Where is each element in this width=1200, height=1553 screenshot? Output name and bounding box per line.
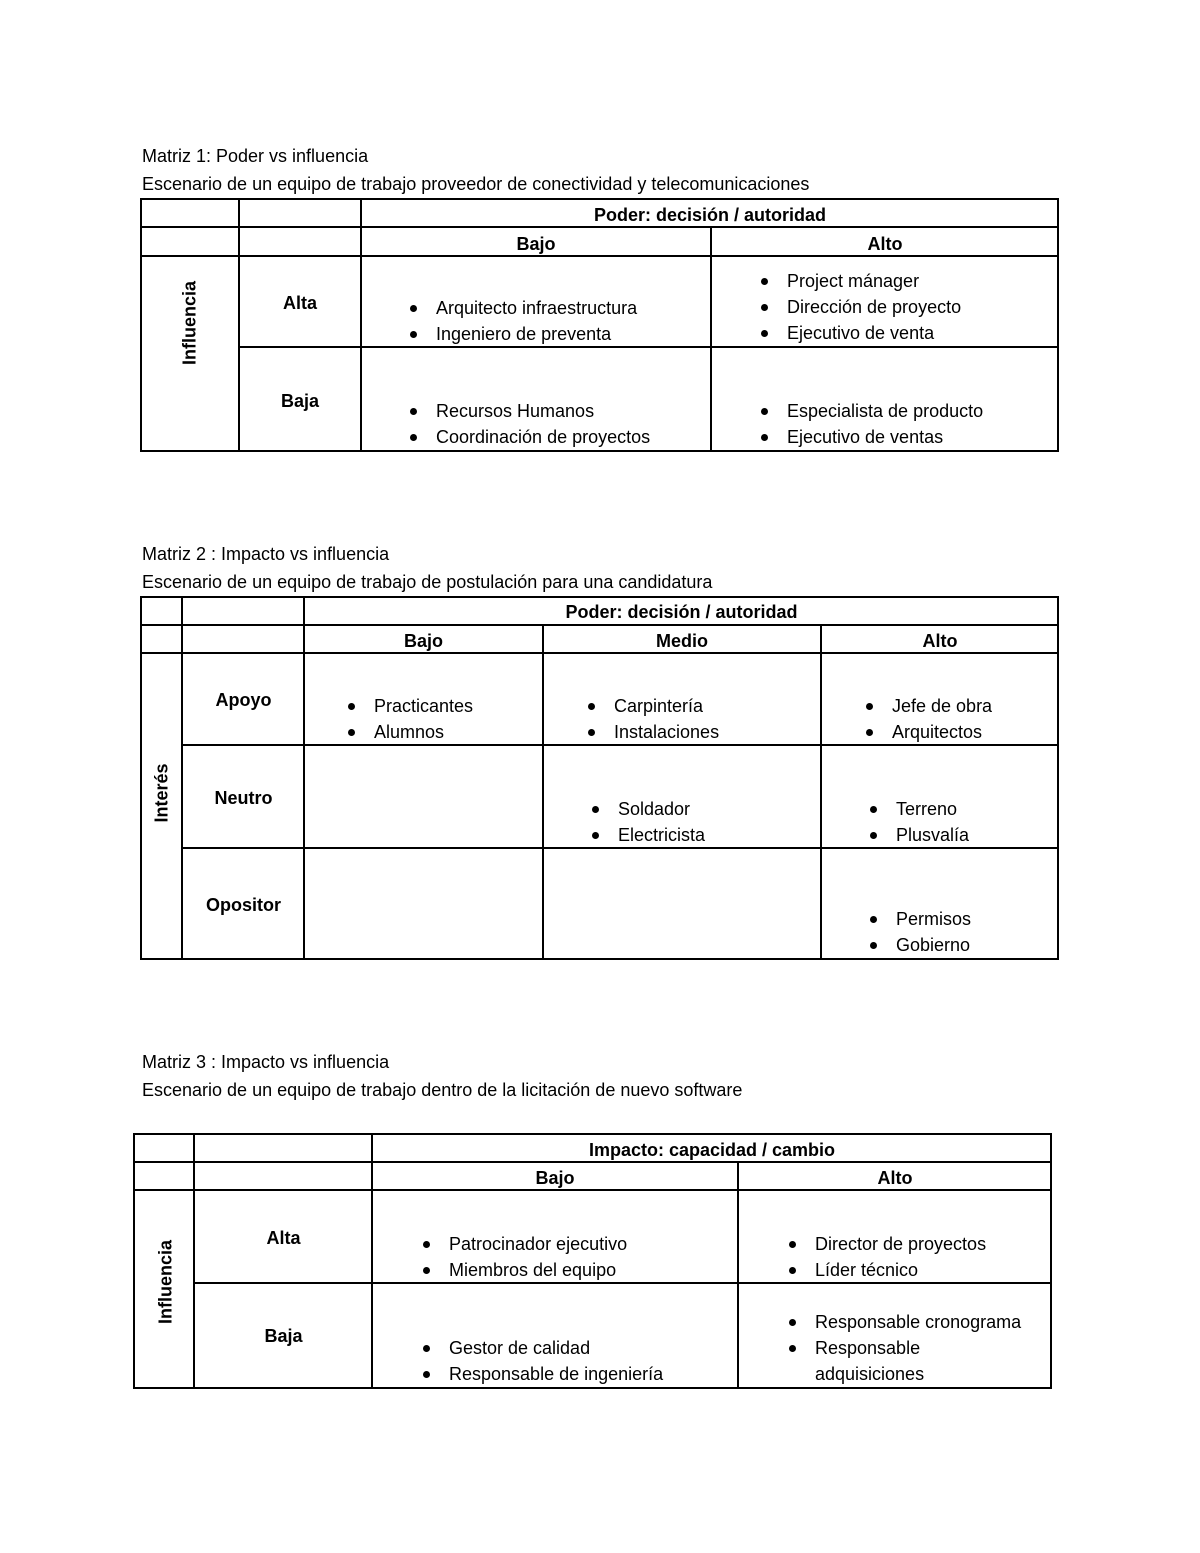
list-item: Jefe de obra	[860, 693, 992, 719]
list-item: Responsable cronograma	[783, 1309, 1045, 1335]
matrix2-col-alto: Alto	[922, 631, 958, 651]
matrix3-baja-bajo-list	[417, 1335, 663, 1387]
matrix2-apoyo-bajo-list	[342, 693, 473, 745]
list-item: Soldador	[586, 796, 705, 822]
matrix1-col-alto: Alto	[867, 234, 903, 254]
list-item: Recursos Humanos	[404, 398, 650, 424]
matrix3-axis-header: Impacto: capacidad / cambio	[588, 1140, 836, 1160]
list-item: Dirección de proyecto	[755, 294, 961, 320]
list-item: Gestor de calidad	[417, 1335, 663, 1361]
list-item: Practicantes	[342, 693, 473, 719]
list-item: Plusvalía	[864, 822, 969, 848]
list-item: Especialista de producto	[755, 398, 983, 424]
list-item: Responsable adquisiciones	[783, 1335, 965, 1387]
matrix1-alta-alto-list	[755, 268, 961, 346]
list-item: Permisos	[864, 906, 971, 932]
matrix1-baja-bajo-list	[404, 398, 650, 450]
list-item: Director de proyectos	[783, 1231, 986, 1257]
matrix2-col-medio: Medio	[656, 631, 708, 651]
list-item: Project mánager	[755, 268, 961, 294]
matrix3-row-alta: Alta	[266, 1228, 301, 1248]
matrix3-baja-alto-list	[783, 1309, 1045, 1387]
list-item: Alumnos	[342, 719, 473, 745]
matrix2-row-apoyo: Apoyo	[215, 690, 272, 710]
list-item: Miembros del equipo	[417, 1257, 627, 1283]
matrix1-title: Matriz 1: Poder vs influencia	[142, 146, 369, 166]
matrix3-col-bajo: Bajo	[535, 1168, 575, 1188]
matrix1-alta-bajo-list	[404, 295, 637, 347]
matrix2-neutro-alto-list	[864, 796, 969, 848]
matrix3-col-alto: Alto	[877, 1168, 913, 1188]
list-item: Líder técnico	[783, 1257, 986, 1283]
list-item: Ejecutivo de venta	[755, 320, 961, 346]
matrix1-col-bajo: Bajo	[516, 234, 556, 254]
matrix2-row-neutro: Neutro	[214, 788, 273, 808]
matrix2-apoyo-alto-list	[860, 693, 992, 745]
list-item: Ingeniero de preventa	[404, 321, 637, 347]
list-item: Ejecutivo de ventas	[755, 424, 983, 450]
list-item: Gobierno	[864, 932, 971, 958]
list-item: Arquitectos	[860, 719, 992, 745]
matrix3-row-baja: Baja	[264, 1326, 303, 1346]
list-item: Arquitecto infraestructura	[404, 295, 637, 321]
matrix3-alta-alto-list	[783, 1231, 986, 1283]
matrix1-row-alta: Alta	[282, 293, 317, 313]
matrix2-col-bajo: Bajo	[403, 631, 443, 651]
matrix2-row-axis: Interés	[151, 763, 172, 823]
matrix3-title: Matriz 3 : Impacto vs influencia	[142, 1052, 390, 1072]
matrix1-row-baja: Baja	[280, 391, 320, 411]
matrix3-subtitle: Escenario de un equipo de trabajo dentro de la licitación de nuevo software	[142, 1080, 743, 1100]
matrix2-subtitle: Escenario de un equipo de trabajo de postulación para una candidatura	[142, 572, 713, 592]
matrix1-subtitle: Escenario de un equipo de trabajo proveedor de conectividad y telecomunicaciones	[142, 174, 810, 194]
matrix2-apoyo-medio-list	[582, 693, 719, 745]
matrix1-baja-alto-list	[755, 398, 983, 450]
matrix3-alta-bajo-list	[417, 1231, 627, 1283]
list-item: Patrocinador ejecutivo	[417, 1231, 627, 1257]
list-item: Terreno	[864, 796, 969, 822]
matrix2-title: Matriz 2 : Impacto vs influencia	[142, 544, 390, 564]
list-item: Carpintería	[582, 693, 719, 719]
list-item: Instalaciones	[582, 719, 719, 745]
list-item: Electricista	[586, 822, 705, 848]
matrix3-row-axis: Influencia	[155, 1239, 176, 1325]
list-item: Responsable de ingeniería	[417, 1361, 663, 1387]
matrix1-axis-header: Poder: decisión / autoridad	[593, 205, 827, 225]
matrix2-neutro-medio-list	[586, 796, 705, 848]
matrix2-opositor-alto-list	[864, 906, 971, 958]
matrix1-row-axis: Influencia	[179, 280, 200, 366]
matrix2-axis-header: Poder: decisión / autoridad	[565, 602, 798, 622]
list-item: Coordinación de proyectos	[404, 424, 650, 450]
matrix2-row-opositor: Opositor	[206, 895, 281, 915]
